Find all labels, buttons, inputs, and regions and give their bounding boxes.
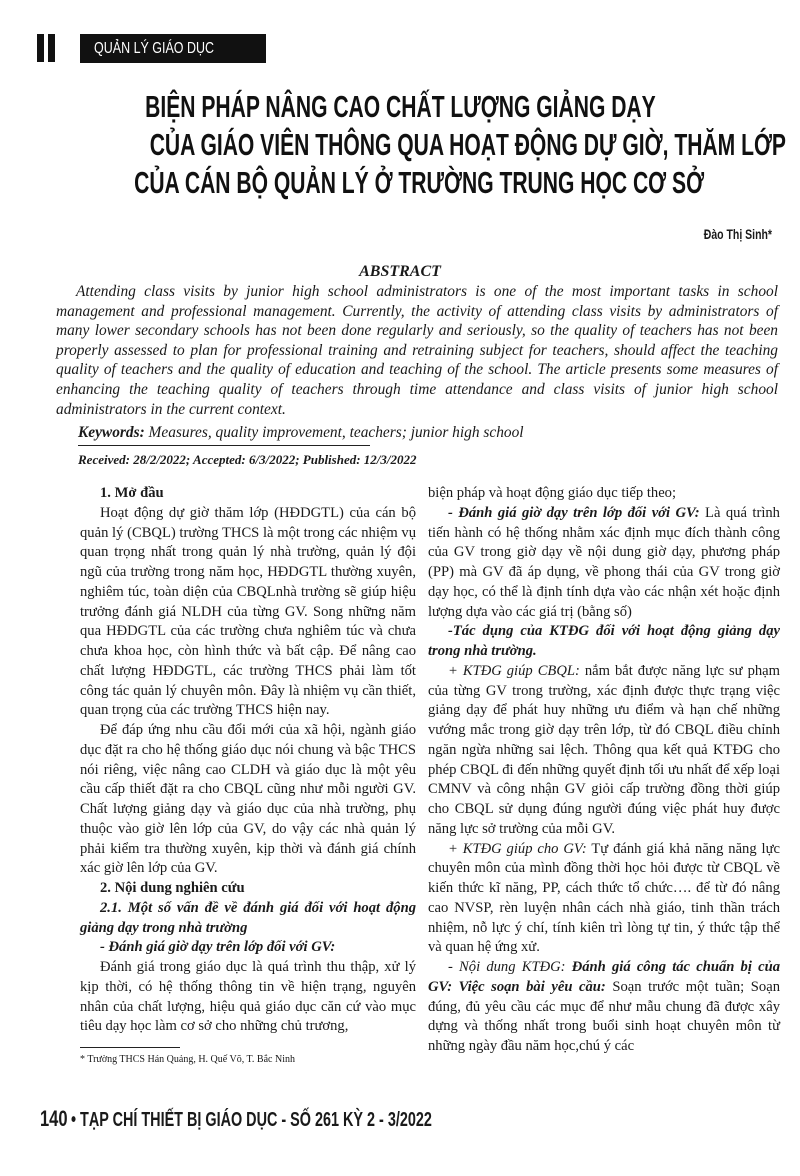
right-column (428, 484, 780, 1066)
keywords (78, 423, 800, 443)
article-dates: Received: 28/2/2022; Accepted: 6/3/2022; Published: 12/3/2022 (78, 452, 417, 468)
paragraph: biện pháp và hoạt động giáo dục tiếp theo; (428, 485, 677, 502)
section-tag (80, 34, 266, 63)
heading-text: 2.1. Một số vấn đề về đánh giá đối với hoạt động giảng dạy trong nhà trường (80, 899, 416, 936)
lead-text: + KTĐG giúp CBQL: (448, 662, 580, 679)
footnote: * Trường THCS Hán Quảng, H. Quế Võ, T. Bắc Ninh (80, 1054, 295, 1066)
subsection-heading (80, 938, 416, 958)
page-header (0, 0, 800, 86)
abstract-text: Attending class visits by junior high school administrators is one of the most important tasks in school management and professional management. Currently, the activity of attending class visits by administrators of many lower secondary schools has not been done regularly and seriously, so the quality of teachers has not been properly assessed to plan for professional training and retraining subject for teachers, should affect the teaching quality of teachers and the quality of education and teaching of the school. The article presents some measures of enhancing the teaching quality of teachers through time attendance and class visits of junior high school administrators in the current context. (56, 283, 778, 418)
lead-text: - Nội dung KTĐG: (448, 959, 566, 976)
paragraph (428, 840, 780, 959)
bold-lead-text: Đánh giá công tác chuẩn bị của GV: Việc soạn bài yêu cầu: (428, 959, 780, 995)
paragraph: Để đáp ứng nhu cầu đổi mới của xã hội, ngành giáo dục đặt ra cho hệ thống giáo dục nói chung và bậc THCS nói riêng, việc nâng cao CLDH và giáo dục là một yêu cầu cấp thiết đặt ra cho CBQL cũng như mỗi người GV. Chất lượng giảng dạy và giáo dục của nhà trường, phụ thuộc vào giờ lên lớp của GV, do vậy các nhà quản lý phải kiểm tra thường xuyên, kịp thời và đánh giá chính xác giờ lên lớp của GV. (80, 722, 416, 877)
title-line: CỦA CÁN BỘ QUẢN LÝ Ở TRƯỜNG TRUNG HỌC CƠ SỞ (134, 165, 705, 200)
abstract-heading: ABSTRACT (359, 263, 441, 280)
page-footer (40, 1106, 800, 1153)
body-text: Soạn trước một tuần; Soạn đúng, đủ yêu cầu các mục để như mẫu chung đã được xây dựng và thống nhất trong buổi sinh hoạt chuyên môn từ những ngày đầu năm học,chú ý các (428, 978, 780, 1055)
author-name: Đào Thị Sinh* (703, 226, 772, 242)
divider (78, 445, 370, 446)
section-tag-label: QUẢN LÝ GIÁO DỤC (94, 40, 215, 57)
body-text: Tự đánh giá khả năng năng lực chuyên môn của mình đồng thời học hỏi được từ CBQL về kiến thức kĩ năng, PP, cách thức tổ chức…. để từ đó nâng cao NVSP, rèn luyện nhân cách nhà giáo, tinh thần trách nhiệm, nỗ lực ý chí, tính kiên trì lòng tự tin, ý thức tập thể và quan hệ ứng xử. (428, 840, 780, 956)
keywords-label: Keywords: (78, 424, 145, 442)
page-number: 140 (40, 1106, 68, 1132)
paragraph (428, 504, 780, 623)
left-column (80, 484, 416, 1066)
footnote-divider (80, 1047, 180, 1048)
heading-text: -Tác dụng của KTĐG đối với hoạt động giảng dạy trong nhà trường. (428, 623, 780, 660)
article-title (0, 88, 800, 202)
body-columns (0, 484, 800, 1066)
subsection-heading (428, 622, 780, 662)
section-heading (80, 484, 416, 504)
section-marker-bars (37, 34, 57, 62)
lead-text: - Đánh giá giờ dạy trên lớp đối với GV: (448, 504, 700, 521)
heading-text: 2. Nội dung nghiên cứu (100, 880, 245, 897)
title-line: CỦA GIÁO VIÊN THÔNG QUA HOẠT ĐỘNG DỰ GIỜ, THĂM LỚP (149, 127, 786, 162)
lead-text: + KTĐG giúp cho GV: (448, 840, 587, 857)
paragraph: Đánh giá trong giáo dục là quá trình thu thập, xử lý kịp thời, có hệ thống thông tin về hiện trạng, nguyên nhân của chất lượng, hiệu quả giáo dục căn cứ vào mục tiêu dạy học làm cơ sở cho những chủ trương, (80, 959, 416, 1035)
keywords-text: Measures, quality improvement, teachers; junior high school (144, 424, 524, 442)
heading-text: - Đánh giá giờ dạy trên lớp đối với GV: (100, 939, 336, 956)
title-line: BIỆN PHÁP NÂNG CAO CHẤT LƯỢNG GIẢNG DẠY (144, 89, 656, 124)
paragraph: Hoạt động dự giờ thăm lớp (HĐDGTL) của cán bộ quản lý (CBQL) trường THCS là một trong các nhiệm vụ quan trọng nhất trong quản lý nhà trường, quản lý đội ngũ của trường trong năm học, HĐDGTL thường xuyên, nghiêm túc, toàn diện của CBQLnhà trường sẽ giúp hiệu trưởng đánh giá NLDH của từng GV. Song những năm qua HĐDGTL của các trường chưa nghiêm túc và chưa chưa khoa học, còn hình thức và bất cập. Để nâng cao chất lượng HĐDGTL, các trường THCS phải làm tốt công tác quản lý chuyên môn. Đây là nhiệm vụ cần thiết, quan trọng của các trường THCS hiện nay. (80, 504, 416, 719)
body-text: Là quá trình tiến hành có hệ thống nhằm xác định mục đích thành công của GV trong giờ dạy về nội dung giờ dạy, phương pháp (PP) mà GV đã áp dụng, về phong thái của GV trong giờ dạy học, có thể là định tính dựa vào các nhận xét hoặc định lượng dựa vào các giá trị (bằng số) (428, 504, 780, 620)
author (0, 224, 800, 244)
section-heading (80, 879, 416, 899)
body-text: nắm bắt được năng lực sư phạm của từng GV trong trường, xác định được thực trạng việc giảng dạy để phát huy những ưu điểm và hạn chế những vướng mắc trong giờ dạy trên lớp, từ đó CBQL điều chỉnh ngăn ngừa những sai lệch. Thông qua kết quả KTĐG cho phép CBQL đi đến những quyết định tối ưu nhất để xếp loại CMNV và công nhận GV giỏi cấp trường đồng thời giúp cho CBQL sử dụng đúng người đúng việc phát huy được năng lực sở trường của mỗi GV. (428, 662, 780, 837)
journal-name: • TẠP CHÍ THIẾT BỊ GIÁO DỤC - SỐ 261 KỲ 2 - 3/2022 (70, 1109, 432, 1132)
subsection-heading (80, 899, 416, 939)
heading-text: 1. Mở đầu (100, 485, 164, 502)
paragraph (428, 662, 780, 840)
paragraph (428, 958, 780, 1057)
